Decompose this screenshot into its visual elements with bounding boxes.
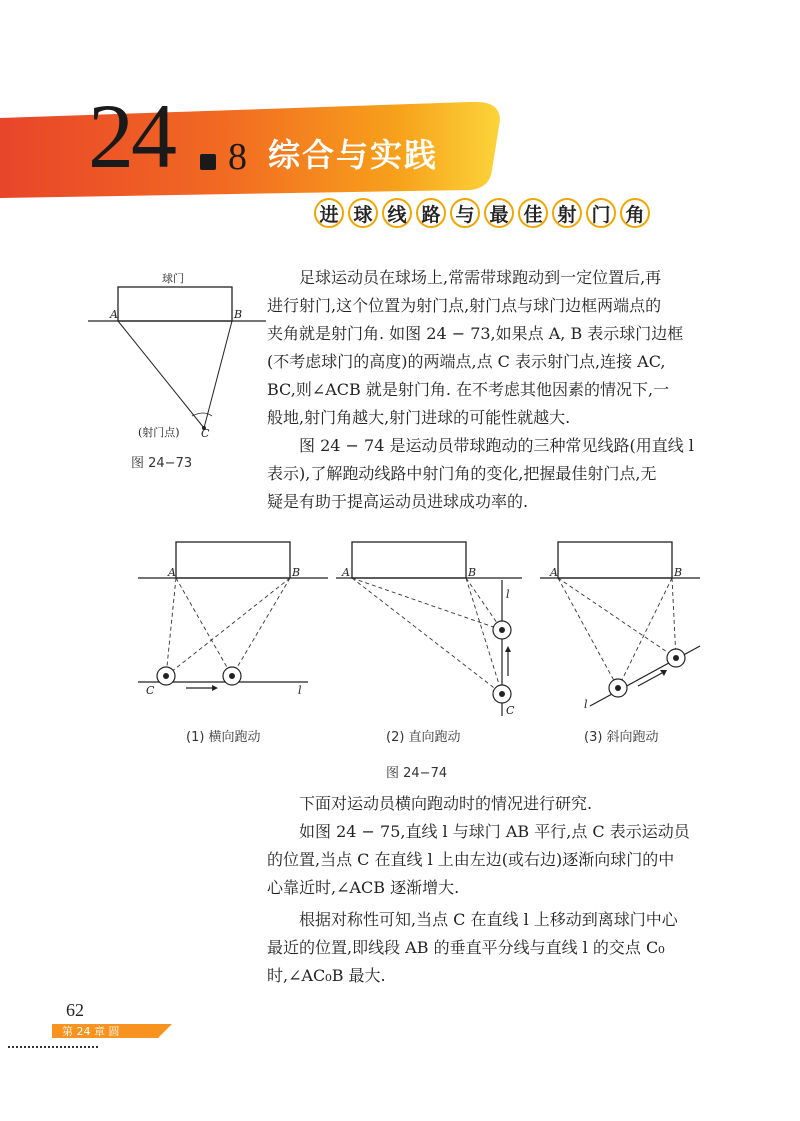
figure-24-73 [88, 270, 268, 445]
point-a-label: A [168, 566, 176, 579]
figure-24-74-caption-2: (2) 直向跑动 [386, 730, 461, 745]
text-line: 下面对运动员横向跑动时的情况进行研究. [299, 794, 593, 813]
subtitle [314, 198, 650, 228]
point-a-label: A [110, 308, 118, 321]
goal-label: 球门 [162, 272, 184, 285]
text-line: 疑是有助于提高运动员进球成功率的. [267, 492, 529, 511]
figure-24-74-caption-1: (1) 横向跑动 [186, 730, 261, 745]
section-sub-number: 8 [228, 136, 247, 178]
figure-24-74-oblique [540, 536, 720, 716]
subtitle-char: 角 [620, 198, 650, 228]
subtitle-char: 线 [382, 198, 412, 228]
text-line: 根据对称性可知,当点 C 在直线 l 上移动到离球门中心 [299, 910, 678, 929]
figure-24-74-caption-3: (3) 斜向跑动 [584, 730, 659, 745]
text-line: 足球运动员在球场上,常需带球跑动到一定位置后,再 [299, 268, 662, 287]
text-line: 般地,射门角越大,射门进球的可能性就越大. [267, 408, 571, 427]
text-line: 时,∠AC₀B 最大. [267, 966, 386, 985]
text-line: 夹角就是射门角. 如图 24 − 73,如果点 A, B 表示球门边框 [267, 324, 684, 343]
paragraph-1 [267, 264, 703, 432]
point-a-label: A [342, 566, 350, 579]
point-c-label: C [201, 427, 210, 440]
paragraph-5 [267, 906, 703, 990]
text-line: BC,则∠ACB 就是射门角. 在不考虑其他因素的情况下,一 [267, 380, 670, 399]
text-line: 图 24 − 74 是运动员带球跑动的三种常见线路(用直线 l [299, 436, 694, 455]
figure-24-73-caption: 图 24−73 [131, 456, 193, 471]
point-c-label: C [146, 684, 155, 697]
point-c-label: C [506, 704, 515, 716]
subtitle-char: 与 [450, 198, 480, 228]
subtitle-char: 佳 [518, 198, 548, 228]
subtitle-char: 进 [314, 198, 344, 228]
text-line: 最近的位置,即线段 AB 的垂直平分线与直线 l 的交点 C₀ [267, 938, 665, 957]
subtitle-char: 门 [586, 198, 616, 228]
footer-dots [8, 1046, 98, 1048]
section-dot [200, 154, 216, 170]
subtitle-char: 最 [484, 198, 514, 228]
point-a-label: A [550, 566, 558, 579]
section-title: 综合与实践 [268, 136, 439, 174]
figure-24-74-horizontal [138, 536, 328, 716]
paragraph-4 [267, 818, 703, 902]
figure-24-74-vertical [336, 536, 526, 716]
line-l-label: l [584, 698, 588, 711]
subtitle-char: 射 [552, 198, 582, 228]
text-line: 如图 24 − 75,直线 l 与球门 AB 平行,点 C 表示运动员 [299, 822, 690, 841]
point-b-label: B [468, 566, 477, 579]
point-b-label: B [674, 566, 683, 579]
page-number: 62 [66, 1000, 84, 1020]
paragraph-2 [267, 432, 703, 516]
text-line: 进行射门,这个位置为射门点,射门点与球门边框两端点的 [267, 296, 662, 315]
section-number: 24 [88, 85, 174, 187]
text-line: 表示),了解跑动线路中射门角的变化,把握最佳射门点,无 [267, 464, 657, 483]
point-b-label: B [292, 566, 301, 579]
chapter-label: 第 24 章 圆 [62, 1025, 120, 1038]
text-line: 心靠近时,∠ACB 逐渐增大. [267, 878, 460, 897]
text-line: (不考虑球门的高度)的两端点,点 C 表示射门点,连接 AC, [267, 352, 666, 371]
line-l-label: l [506, 588, 510, 601]
point-b-label: B [234, 308, 243, 321]
shot-point-label: (射门点) [138, 426, 180, 439]
text-line: 的位置,当点 C 在直线 l 上由左边(或右边)逐渐向球门的中 [267, 850, 675, 869]
paragraph-3 [267, 790, 703, 818]
figure-24-74-caption: 图 24−74 [386, 766, 448, 781]
line-l-label: l [298, 684, 302, 697]
subtitle-char: 球 [348, 198, 378, 228]
subtitle-char: 路 [416, 198, 446, 228]
